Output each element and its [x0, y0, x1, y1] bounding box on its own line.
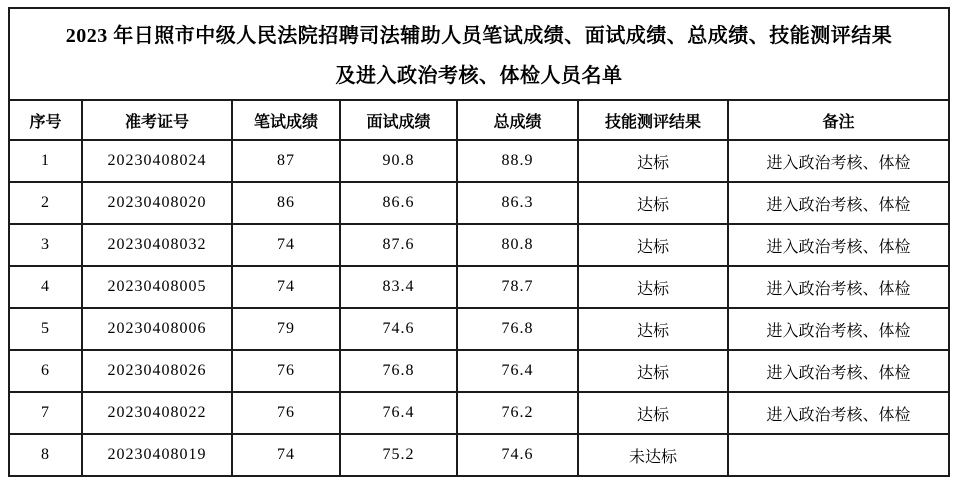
cell-interview: 76.4 — [340, 392, 457, 434]
cell-remarks: 进入政治考核、体检 — [728, 392, 949, 434]
table-title-line2: 及进入政治考核、体检人员名单 — [335, 65, 623, 87]
cell-remarks: 进入政治考核、体检 — [728, 308, 949, 350]
cell-seq: 7 — [9, 392, 82, 434]
cell-seq: 2 — [9, 182, 82, 224]
cell-skill: 达标 — [578, 266, 728, 308]
cell-total: 74.6 — [457, 434, 578, 476]
cell-skill: 未达标 — [578, 434, 728, 476]
table-row — [9, 434, 949, 476]
cell-ticket: 20230408024 — [82, 140, 232, 182]
cell-total: 76.2 — [457, 392, 578, 434]
cell-written: 74 — [232, 434, 340, 476]
cell-skill: 达标 — [578, 140, 728, 182]
table-title-cell — [9, 8, 949, 100]
cell-total: 88.9 — [457, 140, 578, 182]
cell-remarks: 进入政治考核、体检 — [728, 140, 949, 182]
cell-remarks: 进入政治考核、体检 — [728, 350, 949, 392]
cell-interview: 87.6 — [340, 224, 457, 266]
cell-skill: 达标 — [578, 392, 728, 434]
cell-interview: 76.8 — [340, 350, 457, 392]
cell-ticket: 20230408005 — [82, 266, 232, 308]
cell-ticket: 20230408022 — [82, 392, 232, 434]
cell-skill: 达标 — [578, 308, 728, 350]
col-header-seq: 序号 — [9, 100, 82, 140]
cell-remarks — [728, 434, 949, 476]
col-header-skill-result: 技能测评结果 — [578, 100, 728, 140]
cell-total: 78.7 — [457, 266, 578, 308]
cell-ticket: 20230408032 — [82, 224, 232, 266]
cell-remarks: 进入政治考核、体检 — [728, 266, 949, 308]
cell-remarks: 进入政治考核、体检 — [728, 182, 949, 224]
table-row — [9, 182, 949, 224]
col-header-ticket-number: 准考证号 — [82, 100, 232, 140]
table-row — [9, 266, 949, 308]
table-body — [9, 140, 949, 476]
cell-interview: 90.8 — [340, 140, 457, 182]
cell-written: 79 — [232, 308, 340, 350]
cell-seq: 4 — [9, 266, 82, 308]
cell-seq: 6 — [9, 350, 82, 392]
table-header-row — [9, 100, 949, 140]
cell-total: 76.8 — [457, 308, 578, 350]
cell-interview: 74.6 — [340, 308, 457, 350]
table-row — [9, 140, 949, 182]
cell-written: 76 — [232, 350, 340, 392]
cell-skill: 达标 — [578, 182, 728, 224]
cell-ticket: 20230408006 — [82, 308, 232, 350]
col-header-total-score: 总成绩 — [457, 100, 578, 140]
results-table — [8, 7, 950, 477]
cell-seq: 1 — [9, 140, 82, 182]
cell-seq: 3 — [9, 224, 82, 266]
cell-ticket: 20230408020 — [82, 182, 232, 224]
table-title-line1: 2023 年日照市中级人民法院招聘司法辅助人员笔试成绩、面试成绩、总成绩、技能测评结果 — [65, 25, 893, 47]
table-row — [9, 224, 949, 266]
cell-seq: 8 — [9, 434, 82, 476]
cell-interview: 75.2 — [340, 434, 457, 476]
cell-ticket: 20230408019 — [82, 434, 232, 476]
cell-written: 74 — [232, 266, 340, 308]
table-row — [9, 392, 949, 434]
cell-written: 74 — [232, 224, 340, 266]
cell-skill: 达标 — [578, 224, 728, 266]
table-row — [9, 350, 949, 392]
cell-written: 86 — [232, 182, 340, 224]
cell-written: 76 — [232, 392, 340, 434]
cell-skill: 达标 — [578, 350, 728, 392]
col-header-written-score: 笔试成绩 — [232, 100, 340, 140]
cell-seq: 5 — [9, 308, 82, 350]
cell-ticket: 20230408026 — [82, 350, 232, 392]
col-header-interview-score: 面试成绩 — [340, 100, 457, 140]
cell-interview: 83.4 — [340, 266, 457, 308]
col-header-remarks: 备注 — [728, 100, 949, 140]
table-title-row — [9, 8, 949, 100]
cell-interview: 86.6 — [340, 182, 457, 224]
cell-written: 87 — [232, 140, 340, 182]
cell-total: 86.3 — [457, 182, 578, 224]
cell-total: 80.8 — [457, 224, 578, 266]
cell-remarks: 进入政治考核、体检 — [728, 224, 949, 266]
cell-total: 76.4 — [457, 350, 578, 392]
table-row — [9, 308, 949, 350]
